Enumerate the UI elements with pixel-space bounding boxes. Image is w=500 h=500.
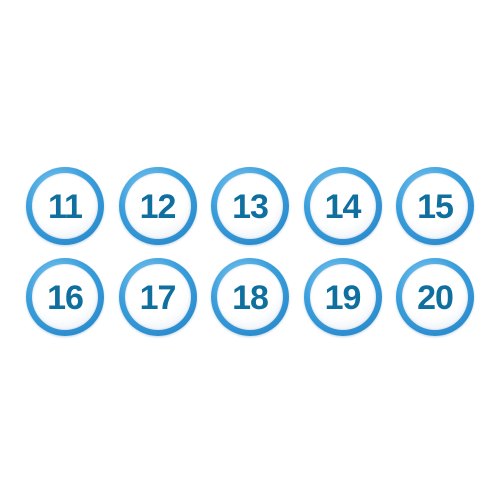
number-badge-14 [304, 167, 382, 245]
badge-number: 15 [417, 187, 453, 226]
badge-number: 14 [324, 187, 361, 226]
badge-face [310, 264, 376, 330]
badge-number: 13 [232, 187, 268, 226]
badge-number: 12 [139, 187, 176, 226]
number-badge-18 [211, 258, 289, 336]
badge-face [217, 264, 283, 330]
number-badge-17 [119, 258, 197, 336]
badge-face [310, 173, 376, 239]
badge-face [125, 264, 191, 330]
number-badge-20 [396, 258, 474, 336]
badge-face [125, 173, 191, 239]
badge-face [217, 173, 283, 239]
badge-face [32, 173, 98, 239]
number-badge-19 [304, 258, 382, 336]
number-badge-13 [211, 167, 289, 245]
number-badge-12 [119, 167, 197, 245]
number-badge-16 [26, 258, 104, 336]
badge-number: 19 [324, 278, 361, 317]
badge-number: 16 [47, 278, 83, 317]
badge-number: 18 [232, 278, 268, 317]
badge-number: 11 [48, 187, 82, 226]
badge-face [402, 173, 468, 239]
number-badge-15 [396, 167, 474, 245]
badge-number: 17 [139, 278, 176, 317]
badge-face [32, 264, 98, 330]
badge-face [402, 264, 468, 330]
number-badge-11 [26, 167, 104, 245]
badge-number: 20 [417, 278, 453, 317]
number-badge-grid [26, 167, 474, 336]
